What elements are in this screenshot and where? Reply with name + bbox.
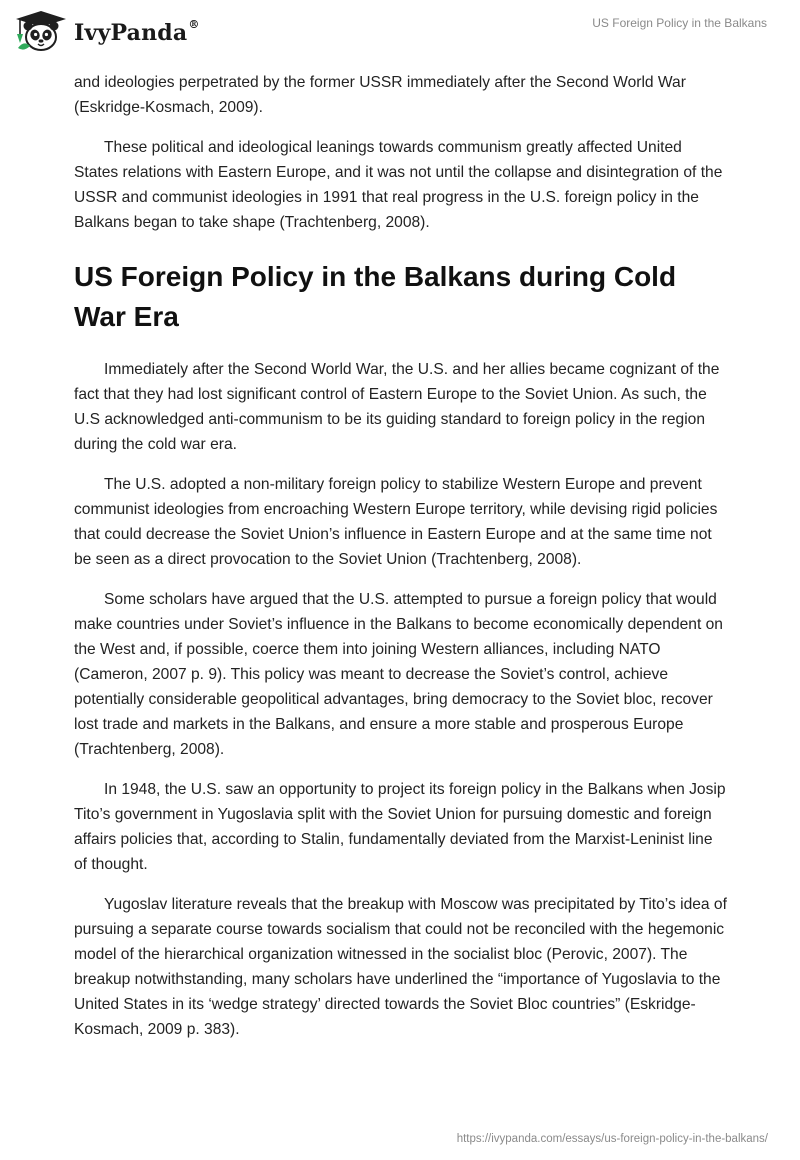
footer-url[interactable]: https://ivypanda.com/essays/us-foreign-policy-in-the-balkans/ (456, 1133, 768, 1145)
page-header (0, 0, 800, 66)
essay-content (74, 70, 728, 1057)
body-paragraph: Some scholars have argued that the U.S. attempted to pursue a foreign policy that would make countries under Soviet’s influence in the Balkans to become economically dependent on the West and, if possible, coerce them into joining Western alliances, including NATO (Cameron, 2007 p. 9). This policy was meant to decrease the Soviet’s control, achieve potentially considerable geopolitical advantages, bring democracy to the Soviet bloc, recover lost trade and markets in the Balkans, and ensure a more stable and prosperous Europe (Trachtenberg, 2008). (74, 591, 723, 758)
body-paragraph: In 1948, the U.S. saw an opportunity to project its foreign policy in the Balkans when Josip Tito’s government in Yugoslavia split with the Soviet Union for pursuing domestic and foreign affairs policies that, according to Stalin, fundamentally deviated from the Marxist-Leninist line of thought. (74, 781, 726, 873)
panda-logo-icon (14, 10, 68, 54)
body-paragraph: The U.S. adopted a non-military foreign policy to stabilize Western Europe and prevent communist ideologies from encroaching Western Europe territory, while devising rigid policies that could decrease the Soviet Union’s influence in Eastern Europe and at the same time not be seen as a direct provocation to the Soviet Union (Trachtenberg, 2008). (74, 476, 718, 568)
body-paragraph: These political and ideological leanings towards communism greatly affected United States relations with Eastern Europe, and it was not until the collapse and disintegration of the USSR and communist ideologies in 1991 that real progress in the U.S. foreign policy in the Balkans began to take shape (Trachtenberg, 2008). (74, 139, 723, 231)
running-title: US Foreign Policy in the Balkans (592, 16, 767, 30)
body-paragraph: Immediately after the Second World War, the U.S. and her allies became cognizant of the fact that they had lost significant control of Eastern Europe to the Soviet Union. As such, the U.S acknowledged anti-communism to be its guiding standard to foreign policy in the region during the cold war era. (74, 361, 720, 453)
brand-logo[interactable] (14, 10, 200, 54)
section-heading: US Foreign Policy in the Balkans during Cold War Era (74, 261, 677, 332)
brand-registered-mark: ® (188, 18, 200, 31)
brand-name-text: IvyPanda (74, 20, 188, 46)
body-paragraph: and ideologies perpetrated by the former USSR immediately after the Second World War (Eskridge-Kosmach, 2009). (74, 74, 686, 116)
brand-name (74, 20, 200, 46)
body-paragraph: Yugoslav literature reveals that the breakup with Moscow was precipitated by Tito’s idea of pursuing a separate course towards socialism that could not be reconciled with the hegemonic model of the hierarchical organization witnessed in the socialist bloc (Perovic, 2007). The breakup notwithstanding, many scholars have underlined the “importance of Yugoslavia to the United States in its ‘wedge strategy’ directed towards the Soviet Bloc countries” (Eskridge-Kosmach, 2009 p. 383). (74, 896, 727, 1038)
